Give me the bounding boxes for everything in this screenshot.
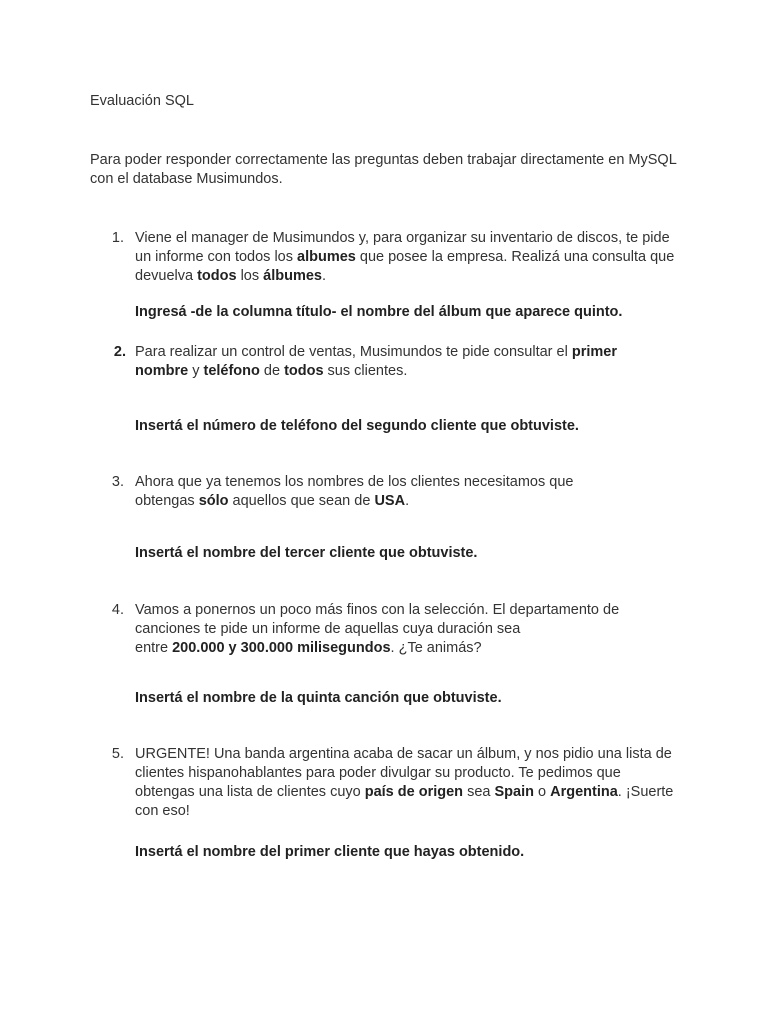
text-run: . xyxy=(405,493,410,509)
question-5-line-2 xyxy=(135,764,673,783)
bold-text: nombre xyxy=(135,363,189,379)
question-1-line-2 xyxy=(135,248,674,267)
question-2-number: 2. xyxy=(113,344,126,360)
text-run: . ¿Te animás? xyxy=(390,640,482,656)
question-2-text xyxy=(135,343,617,381)
text-run: con eso! xyxy=(135,803,190,819)
bold-text: Argentina xyxy=(550,784,618,800)
text-run: canciones te pide un informe de aquellas cuya duración sea xyxy=(135,621,521,637)
question-4-line-3 xyxy=(135,639,619,658)
question-2-line-2 xyxy=(135,362,617,381)
bold-text: sólo xyxy=(198,493,229,509)
text-run: Ahora que ya tenemos los nombres de los clientes necesitamos que xyxy=(135,474,574,490)
question-5-line-4 xyxy=(135,802,673,821)
text-run: que posee la empresa. Realizá una consulta que xyxy=(355,249,675,265)
text-run: obtengas una lista de clientes cuyo xyxy=(135,784,365,800)
bold-text: teléfono xyxy=(203,363,260,379)
bold-text: primer xyxy=(571,344,617,360)
question-5-instruction: Insertá el nombre del primer cliente que hayas obtenido. xyxy=(135,844,525,860)
question-4-number: 4. xyxy=(111,602,124,618)
question-1-line-3 xyxy=(135,267,674,286)
document-title: Evaluación SQL xyxy=(90,93,194,109)
question-3-number: 3. xyxy=(111,474,124,490)
text-run: sea xyxy=(463,784,495,800)
text-run: clientes hispanohablantes para poder divulgar su producto. Te pedimos que xyxy=(135,765,621,781)
question-5-text xyxy=(135,745,673,821)
question-2-line-1 xyxy=(135,343,617,362)
question-3-line-2 xyxy=(135,492,573,511)
bold-text: 200.000 y 300.000 milisegundos xyxy=(172,640,391,656)
text-run: los xyxy=(236,268,264,284)
question-4-line-2 xyxy=(135,620,619,639)
text-run: sus clientes. xyxy=(323,363,408,379)
question-3-text xyxy=(135,473,573,511)
text-run: Viene el manager de Musimundos y, para organizar su inventario de discos, te pide xyxy=(135,230,670,246)
text-run: devuelva xyxy=(135,268,198,284)
text-run: Para realizar un control de ventas, Musimundos te pide consultar el xyxy=(135,344,572,360)
text-run: y xyxy=(188,363,204,379)
question-5-line-3 xyxy=(135,783,673,802)
question-4-text xyxy=(135,601,619,658)
bold-text: todos xyxy=(284,363,324,379)
text-run: aquellos que sean de xyxy=(228,493,375,509)
question-1-instruction: Ingresá -de la columna título- el nombre del álbum que aparece quinto. xyxy=(135,304,623,320)
intro-line-2: con el database Musimundos. xyxy=(90,171,283,187)
bold-text: albumes xyxy=(297,249,356,265)
text-run: . ¡Suerte xyxy=(617,784,674,800)
bold-text: todos xyxy=(197,268,237,284)
bold-text: Spain xyxy=(494,784,534,800)
intro-line-1: Para poder responder correctamente las preguntas deben trabajar directamente en MySQL xyxy=(90,152,677,168)
bold-text: país de origen xyxy=(364,784,464,800)
question-5-line-1 xyxy=(135,745,673,764)
question-2-instruction: Insertá el número de teléfono del segundo cliente que obtuviste. xyxy=(135,418,579,434)
text-run: . xyxy=(321,268,327,284)
text-run: Vamos a ponernos un poco más finos con la selección. El departamento de xyxy=(135,602,620,618)
bold-text: USA xyxy=(374,493,406,509)
question-4-line-1 xyxy=(135,601,619,620)
text-run: de xyxy=(259,363,285,379)
bold-text: álbumes xyxy=(263,268,322,284)
text-run: URGENTE! Una banda argentina acaba de sacar un álbum, y nos pidio una lista de xyxy=(135,746,672,762)
text-run: un informe con todos los xyxy=(135,249,298,265)
question-3-line-1 xyxy=(135,473,573,492)
text-run: obtengas xyxy=(135,493,199,509)
question-5-number: 5. xyxy=(111,746,124,762)
text-run: entre xyxy=(135,640,173,656)
question-1-line-1 xyxy=(135,229,674,248)
question-4-instruction: Insertá el nombre de la quinta canción que obtuviste. xyxy=(135,690,502,706)
question-1-text xyxy=(135,229,674,286)
question-1-number: 1. xyxy=(111,230,124,246)
question-3-instruction: Insertá el nombre del tercer cliente que obtuviste. xyxy=(135,545,478,561)
text-run: o xyxy=(533,784,551,800)
